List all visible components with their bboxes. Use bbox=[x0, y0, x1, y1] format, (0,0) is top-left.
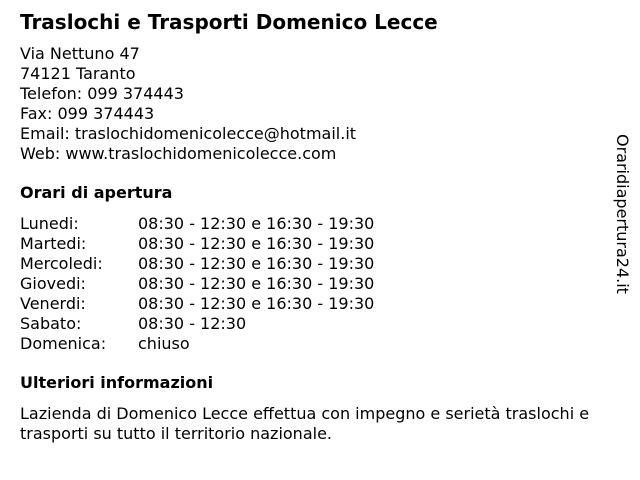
business-description: Lazienda di Domenico Lecce effettua con impegno e serietà traslochi e trasporti su tutto il territorio nazionale. bbox=[20, 404, 590, 443]
address-block bbox=[20, 44, 620, 164]
email-line[interactable]: Email: traslochidomenicolecce@hotmail.it bbox=[20, 124, 357, 143]
time-value: 08:30 - 12:30 e 16:30 - 19:30 bbox=[138, 294, 375, 313]
hours-row-sunday bbox=[20, 334, 374, 354]
time-value: chiuso bbox=[138, 334, 190, 353]
phone-line[interactable]: Telefon: 099 374443 bbox=[20, 84, 184, 103]
hours-row-saturday bbox=[20, 314, 374, 334]
day-label: Venerdi: bbox=[20, 294, 86, 313]
postal-city: 74121 Taranto bbox=[20, 64, 136, 83]
day-label: Sabato: bbox=[20, 314, 82, 333]
street-address: Via Nettuno 47 bbox=[20, 44, 140, 63]
opening-hours-heading: Orari di apertura bbox=[20, 183, 173, 202]
day-label: Lunedi: bbox=[20, 214, 79, 233]
hours-row-tuesday bbox=[20, 234, 374, 254]
hours-row-wednesday bbox=[20, 254, 374, 274]
more-info-heading: Ulteriori informazioni bbox=[20, 373, 214, 392]
business-name: Traslochi e Trasporti Domenico Lecce bbox=[20, 10, 438, 34]
time-value: 08:30 - 12:30 e 16:30 - 19:30 bbox=[138, 274, 375, 293]
business-card bbox=[20, 10, 620, 443]
opening-hours-table bbox=[20, 214, 374, 354]
day-label: Mercoledi: bbox=[20, 254, 103, 273]
hours-row-thursday bbox=[20, 274, 374, 294]
day-label: Giovedi: bbox=[20, 274, 86, 293]
time-value: 08:30 - 12:30 e 16:30 - 19:30 bbox=[138, 254, 375, 273]
day-label: Domenica: bbox=[20, 334, 107, 353]
site-brand-vertical: Oraridiapertura24.it bbox=[613, 134, 632, 294]
time-value: 08:30 - 12:30 bbox=[138, 314, 247, 333]
hours-row-friday bbox=[20, 294, 374, 314]
hours-row-monday bbox=[20, 214, 374, 234]
time-value: 08:30 - 12:30 e 16:30 - 19:30 bbox=[138, 234, 375, 253]
time-value: 08:30 - 12:30 e 16:30 - 19:30 bbox=[138, 214, 375, 233]
fax-line: Fax: 099 374443 bbox=[20, 104, 155, 123]
day-label: Martedi: bbox=[20, 234, 87, 253]
web-line[interactable]: Web: www.traslochidomenicolecce.com bbox=[20, 144, 337, 163]
